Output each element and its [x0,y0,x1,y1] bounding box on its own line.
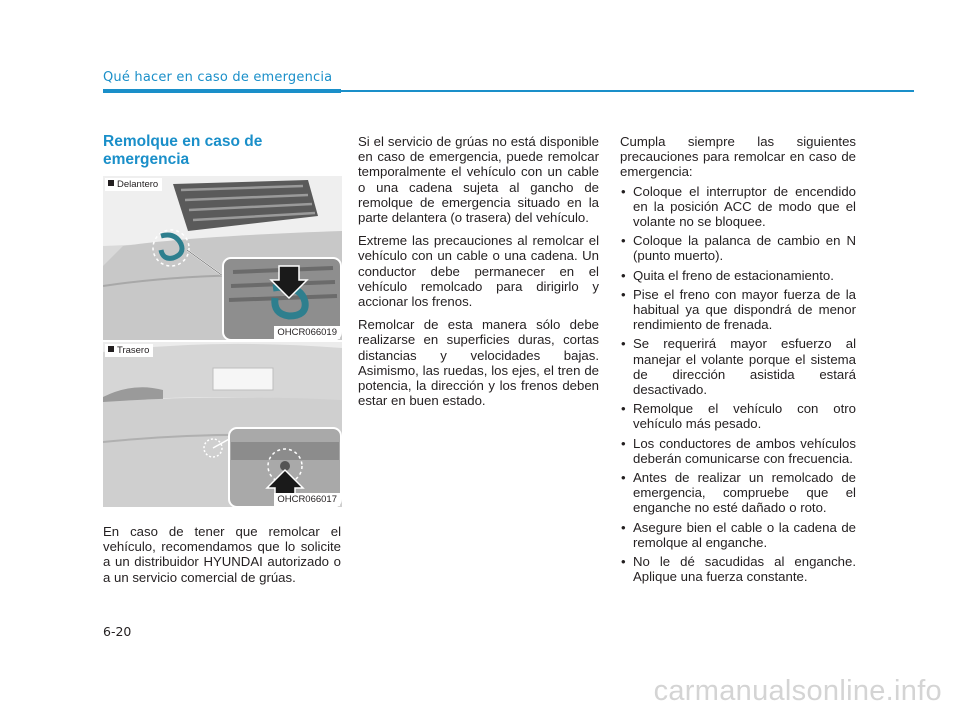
bullet-icon: • [621,286,626,302]
list-item [620,470,856,516]
list-item-text: Coloque la palanca de cambio en N (punto muerto). [633,233,856,264]
list-item [620,520,856,550]
rear-car-illustration [103,342,342,507]
list-item [620,336,856,397]
list-item-text: Se requerirá mayor esfuerzo al manejar el volante porque el sistema de dirección asistida estará desactivado. [633,336,856,398]
list-item [620,401,856,431]
rear-label-text: Trasero [117,345,150,356]
list-item-text: Asegure bien el cable o la cadena de remolque al enganche. [633,519,856,550]
right-intro: Cumpla siempre las siguientes precauciones para remolcar en caso de emergencia: [620,134,856,180]
bullet-icon: • [621,183,626,199]
page-number: 6-20 [103,624,132,639]
front-figure-label [105,178,162,191]
list-item-text: Pise el freno con mayor fuerza de la habitual ya que dispondrá de menor rendimiento de frenada. [633,286,856,333]
list-item [620,287,856,333]
label-square-icon [108,180,114,186]
list-item-text: Coloque el interruptor de encendido en la posición ACC de modo que el volante no se bloquee. [633,183,856,230]
section-header: Qué hacer en caso de emergencia [103,70,333,85]
left-column-text [103,524,341,593]
watermark-link[interactable]: carmanualsonline.info [653,675,942,707]
bullet-icon: • [621,435,626,451]
middle-paragraph-1: Si el servicio de grúas no está disponible en caso de emergencia, puede remolcar temporalmente el vehículo con un cable o una cadena sujeta al gancho de remolque de emergencia situado en la parte delantera (o trasera) del vehículo. [358,134,599,226]
front-tow-hook-figure [103,176,342,340]
list-item-text: Los conductores de ambos vehículos deberán comunicarse con frecuencia. [633,435,856,466]
left-paragraph: En caso de tener que remolcar el vehículo, recomendamos que lo solicite a un distribuidor HYUNDAI autorizado o a un servicio comercial de grúas. [103,524,341,585]
list-item-text: Antes de realizar un remolcado de emergencia, compruebe que el enganche no esté dañado o roto. [633,470,856,516]
bullet-icon: • [621,519,626,535]
header-rule-accent [103,89,341,93]
list-item [620,268,856,283]
precautions-list [620,184,856,585]
rear-figure-code: OHCR066017 [274,493,340,506]
list-item-text: Quita el freno de estacionamiento. [633,267,834,283]
bullet-icon: • [621,470,626,486]
bullet-icon: • [621,233,626,249]
list-item [620,233,856,263]
rear-tow-hook-figure [103,342,342,507]
bullet-icon: • [621,401,626,417]
list-item [620,184,856,230]
list-item-text: Remolque el vehículo con otro vehículo más pesado. [633,401,856,432]
bullet-icon: • [621,267,626,283]
middle-paragraph-2: Extreme las precauciones al remolcar el vehículo con un cable o una cadena. Un conductor debe permanecer en el vehículo remolcado para dirigirlo y accionar los frenos. [358,233,599,310]
middle-paragraph-3: Remolcar de esta manera sólo debe realizarse en superficies duras, cortas distancias y velocidades bajas. Asimismo, las ruedas, los ejes, el tren de potencia, la dirección y los frenos deben estar en buen estado. [358,317,599,409]
page-title: Remolque en caso de emergencia [103,133,263,168]
list-item [620,554,856,584]
right-column [620,134,856,588]
front-label-text: Delantero [117,179,159,190]
rear-figure-label [105,344,153,357]
label-square-icon [108,346,114,352]
list-item-text: No le dé sacudidas al enganche. Aplique una fuerza constante. [633,554,856,585]
front-figure-code: OHCR066019 [274,326,340,339]
bullet-icon: • [621,554,626,570]
front-car-illustration [103,176,342,340]
list-item [620,436,856,466]
middle-column [358,134,599,416]
bullet-icon: • [621,336,626,352]
